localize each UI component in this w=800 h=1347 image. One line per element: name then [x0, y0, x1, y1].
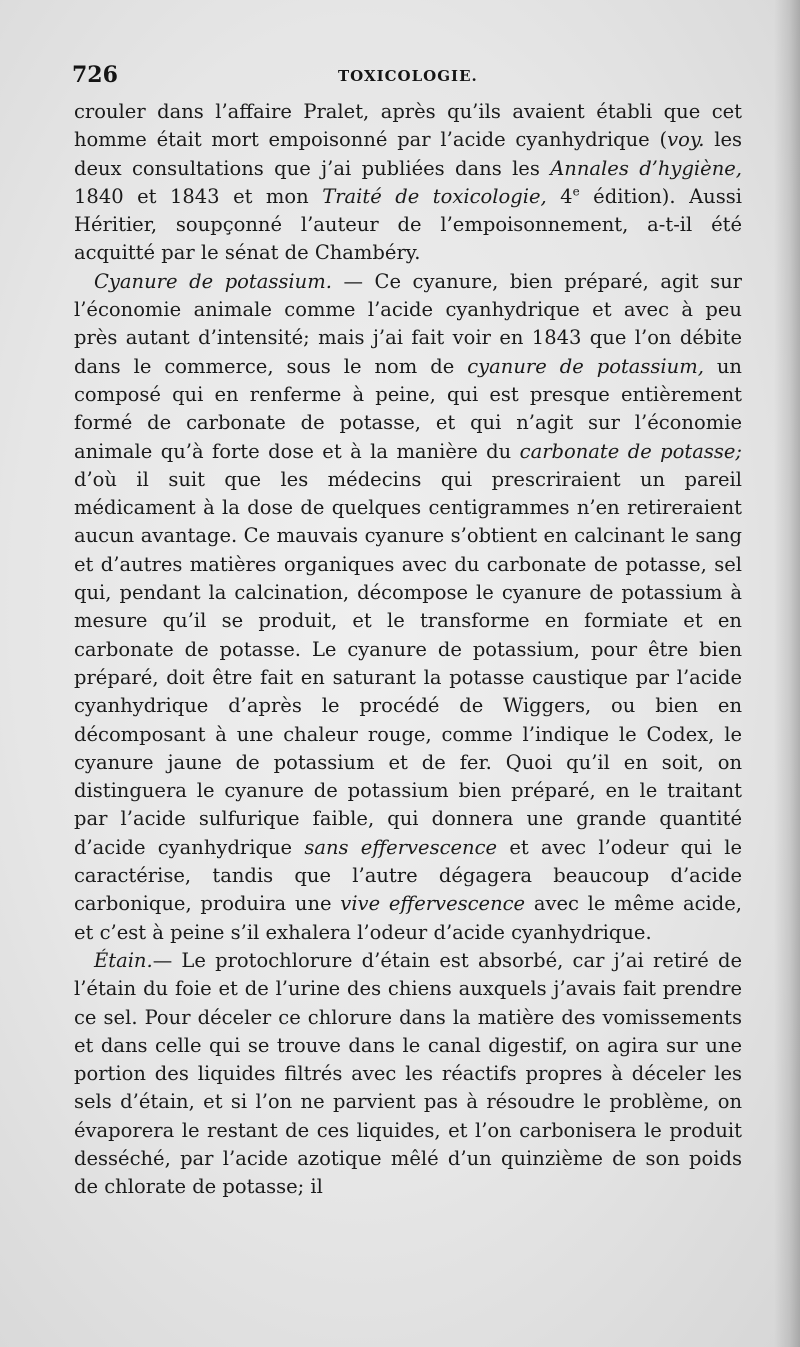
page-number: 726	[72, 62, 118, 88]
text-run: d’où il suit que les médecins qui prescriraient un pareil médicament à la dose de quelques centigrammes n’en retireraient aucun avantage. Ce mauvais cyanure s’obtient en calcinant le sang et d’autres matières organiques avec du carbonate de potasse, sel qui, pendant la calcination, décompose le cyanure de potassium à mesure qu’il se produit, et le transforme en formiate et en carbonate de potasse. Le cyanure de potassium, pour être bien préparé, doit être fait en saturant la potasse caustique par l’acide cyanhydrique d’après le procédé de Wiggers, ou bien en décomposant à une chaleur rouge, comme l’indique le Codex, le cyanure jaune de potassium et de fer. Quoi qu’il en soit, on distinguera le cyanure de potassium bien préparé, en le traitant par l’acide sulfurique faible, qui donnera une grande quantité d’acide cyanhydrique	[74, 467, 742, 859]
text-run: avec le même acide, et c’est à peine s’il exhalera l’odeur d’acide cyanhydrique.	[74, 892, 742, 944]
text-run: 4	[546, 184, 573, 208]
page-header	[72, 62, 742, 92]
italic-vive-effervescence: vive effervescence	[340, 892, 526, 916]
text-run: 1840 et 1843 et mon	[74, 184, 323, 208]
italic-traite: Traité de toxicologie,	[322, 184, 547, 208]
paragraph-cyanure	[74, 268, 742, 947]
text-run: crouler dans l’affaire Pralet, après qu’ils avaient établi que cet homme était mort empoisonné par l’acide cyanhydrique (	[74, 100, 742, 152]
page-edge-shadow	[774, 0, 800, 1347]
text-run: édition). Aussi Héritier, soupçonné l’auteur de l’empoisonnement, a-t-il été acquitté par le sénat de Chambéry.	[74, 184, 742, 265]
paragraph-pralet	[74, 98, 742, 268]
superscript-e: e	[572, 184, 580, 199]
italic-voy: voy.	[667, 128, 705, 152]
paragraph-etain	[74, 947, 742, 1202]
italic-annales: Annales d’hygiène,	[550, 156, 743, 180]
body-text	[74, 98, 742, 1202]
section-heading-cyanure: Cyanure de potassium.	[94, 269, 332, 293]
text-run: — Le protochlorure d’étain est absorbé, car j’ai retiré de l’étain du foie et de l’urine des chiens auxquels j’avais fait prendre ce sel. Pour déceler ce chlorure dans la matière des vomissements et dans celle qui se trouve dans le canal digestif, on agira sur une portion des liquides filtrés avec les réactifs propres à déceler les sels d’étain, et si l’on ne parvient pas à résoudre le problème, on évaporera le restant de ces liquides, et l’on carbonisera le produit desséché, par l’acide azotique mêlé d’un quinzième de son poids de chlorate de potasse; il	[74, 948, 742, 1199]
text-run: — Ce cyanure, bien préparé, agit sur l’économie animale comme l’acide cyanhydrique et avec à peu près autant d’intensité; mais j’ai fait voir en 1843 que l’on débite dans le commerce, sous le nom de	[74, 269, 742, 378]
section-heading-etain: Étain.	[94, 948, 153, 972]
italic-carbonate: carbonate de potasse;	[519, 439, 742, 463]
text-run: un composé qui en renferme à peine, qui est presque entièrement formé de carbonate de potasse, et qui n’agit sur l’économie animale qu’à forte dose et à la manière du	[74, 354, 742, 463]
italic-cyanure-potassium: cyanure de potassium,	[467, 354, 704, 378]
italic-sans-effervescence: sans effervescence	[304, 835, 498, 859]
text-run: et avec l’odeur qui le caractérise, tandis que l’autre dégagera beaucoup d’acide carbonique, produira une	[74, 835, 742, 916]
text-run: les deux consultations que j’ai publiées dans les	[74, 128, 742, 180]
running-head: TOXICOLOGIE.	[338, 67, 478, 85]
